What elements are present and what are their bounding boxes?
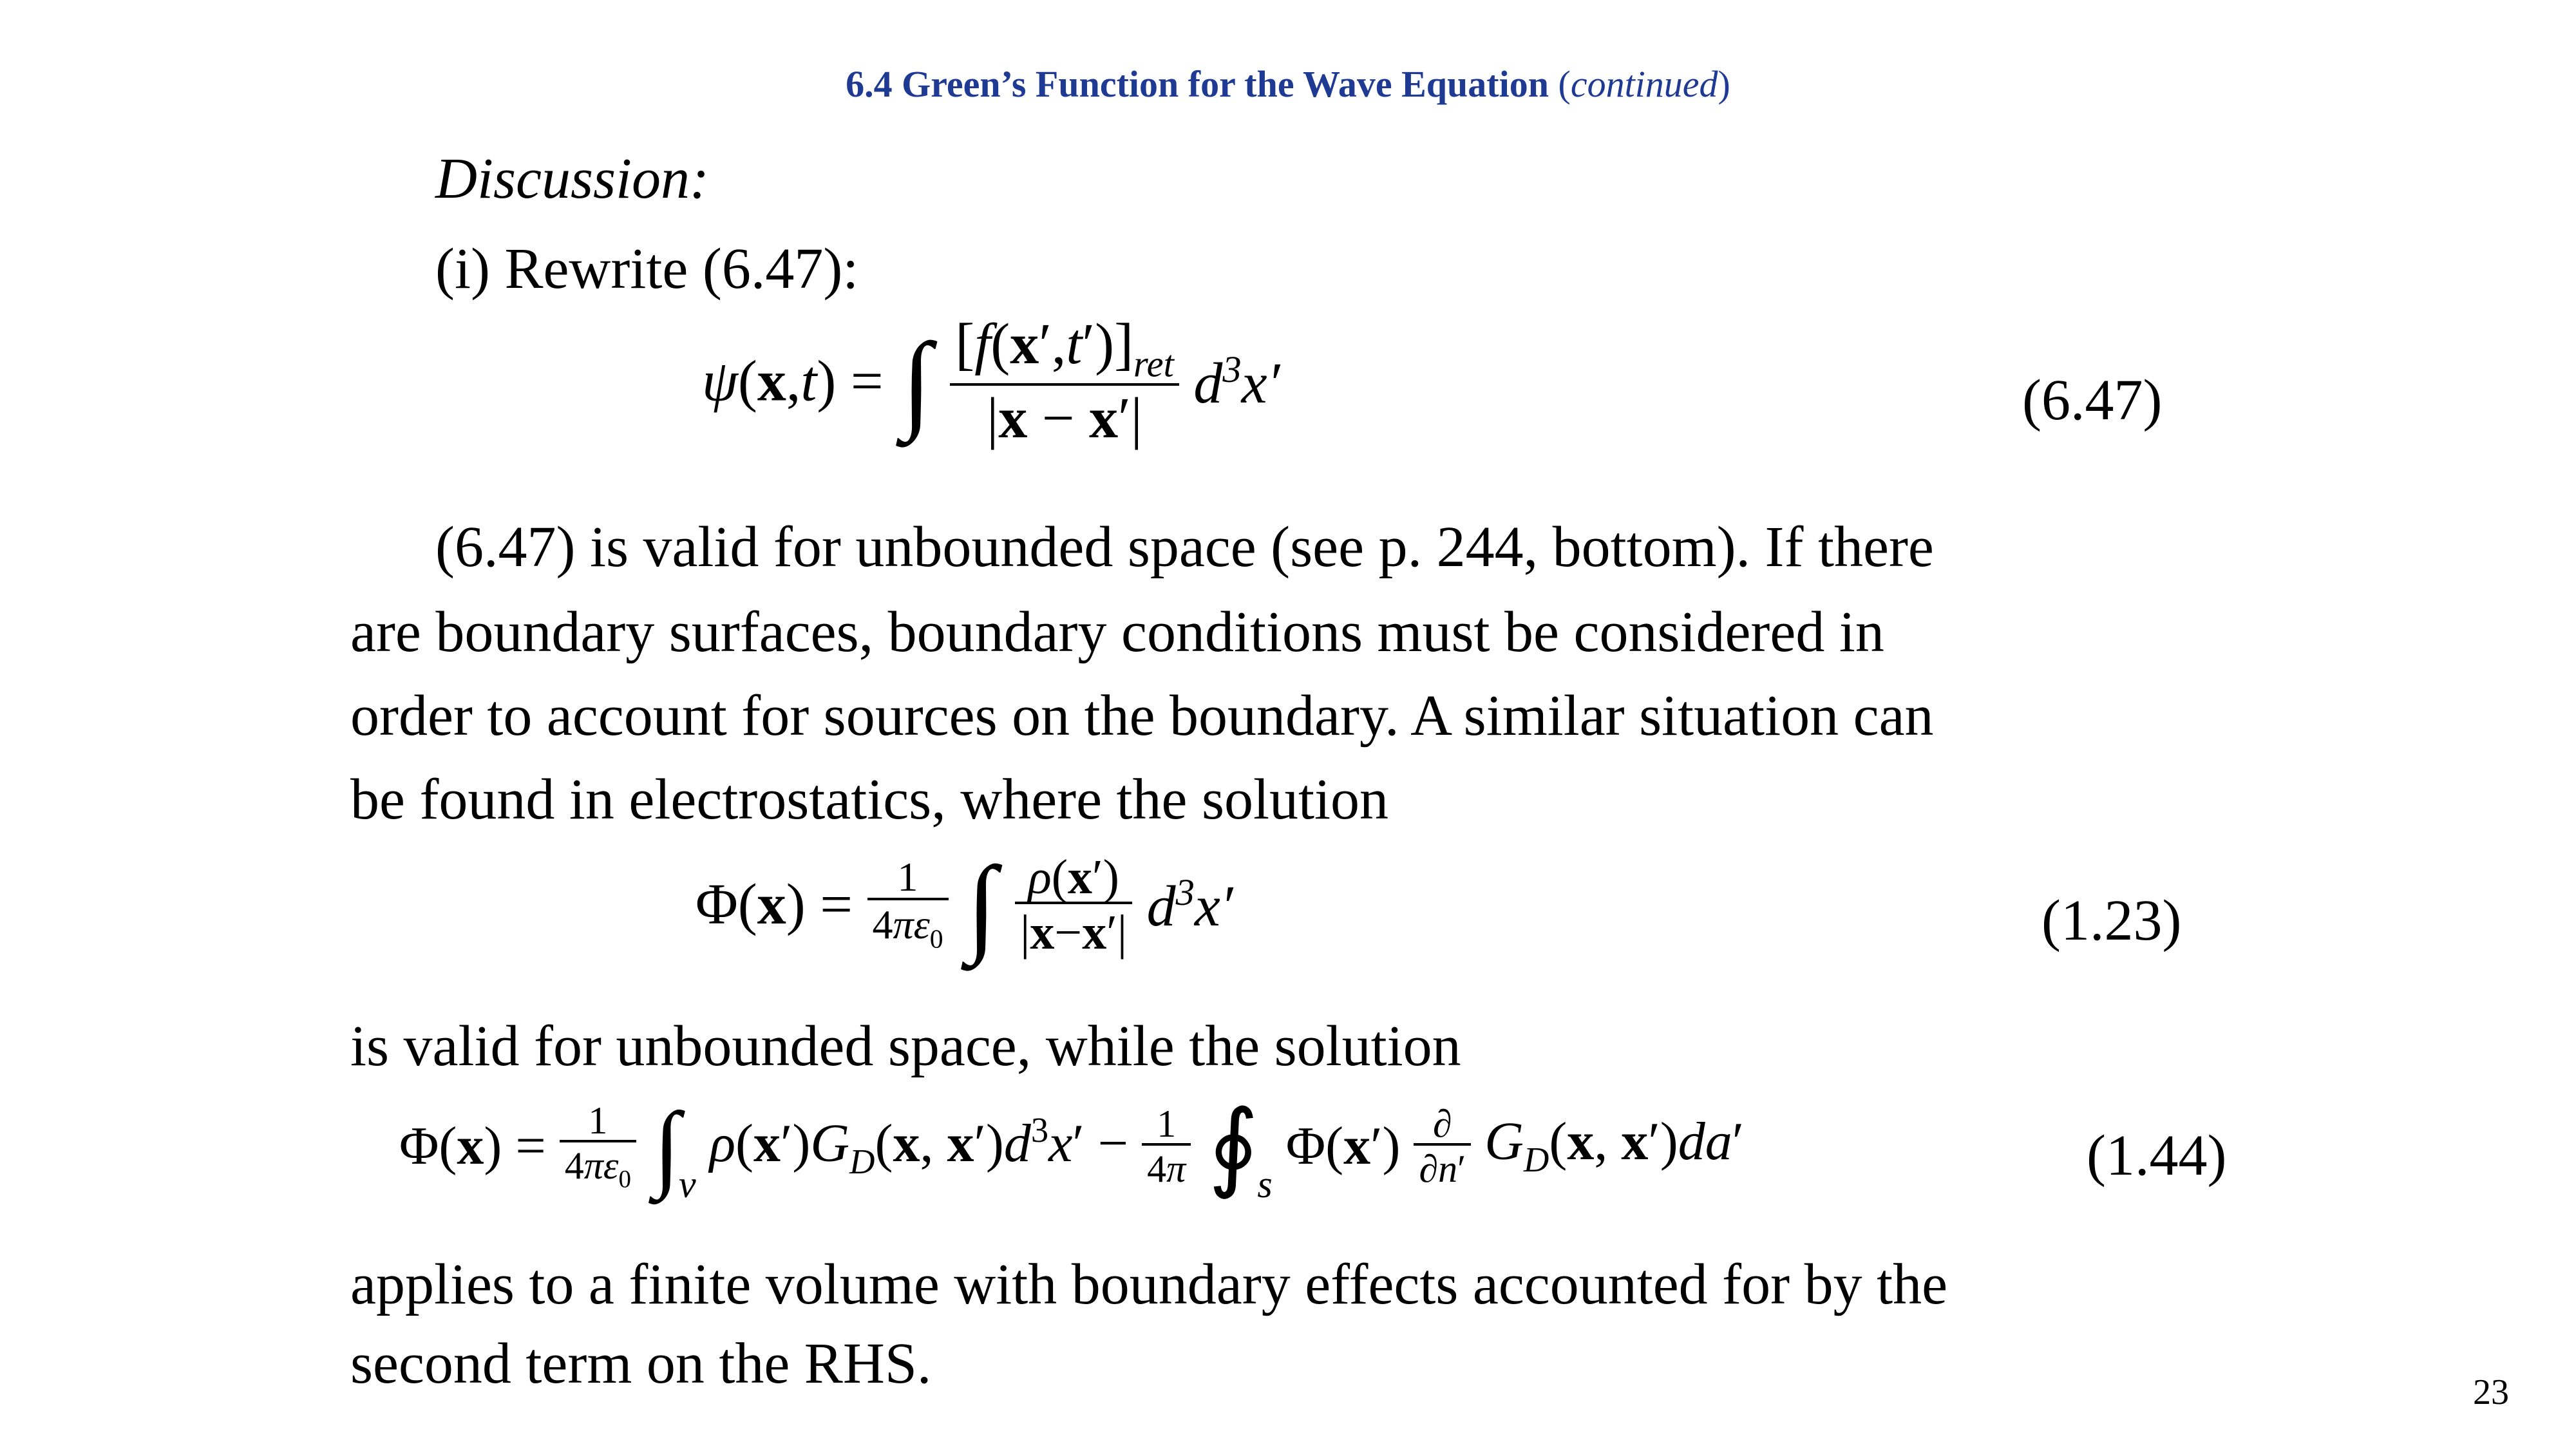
page-number: 23	[2473, 1372, 2509, 1412]
slide-title	[0, 62, 2576, 107]
paragraph1-line4: be found in electrostatics, where the solution	[350, 768, 1389, 831]
equation-1-23-number: (1.23)	[2041, 889, 2182, 952]
paragraph2: is valid for unbounded space, while the solution	[350, 1014, 1461, 1078]
equation-6-47: ψ(x,t) = ∫ $\frac{[f(x',t')]_{ret}}{|x - x'|}$ $d^3x'$	[702, 312, 1280, 450]
paragraph3-line1: applies to a finite volume with boundary effects accounted for by the	[350, 1253, 1948, 1316]
paragraph1-line3: order to account for sources on the boundary. A similar situation can	[350, 684, 1934, 748]
rewrite-line: (i) Rewrite (6.47):	[435, 237, 859, 301]
equation-6-47-number: (6.47)	[2022, 368, 2163, 432]
paragraph1-line2: are boundary surfaces, boundary conditions must be considered in	[350, 600, 1884, 664]
equation-1-44-number: (1.44)	[2087, 1124, 2227, 1188]
equation-1-23: Φ(x) = $\frac{1}{4\pi\varepsilon_0}$ ∫ $\frac{\rho(x')}{|x-x'|}$ $d^3x'$	[696, 844, 1233, 965]
equation-1-44: Φ(x) = $\frac{1}{4\pi\varepsilon_0}$ $\int_v$ $\rho(x')G_D(x$, $x')d^3x'$ − $\frac{1}{4\pi}$ $∮_s$ Φ(x′) $\frac{\partial}{\partial n'}$ $G_D(x$, x′)da′	[399, 1093, 1745, 1206]
discussion-heading: Discussion:	[435, 147, 709, 211]
paragraph3-line2: second term on the RHS.	[350, 1332, 932, 1396]
paragraph1-line1: (6.47) is valid for unbounded space (see p. 244, bottom). If there	[435, 515, 1934, 579]
title-continued: (continued)	[1558, 63, 1730, 105]
title-main: 6.4 Green’s Function for the Wave Equation	[846, 63, 1549, 105]
